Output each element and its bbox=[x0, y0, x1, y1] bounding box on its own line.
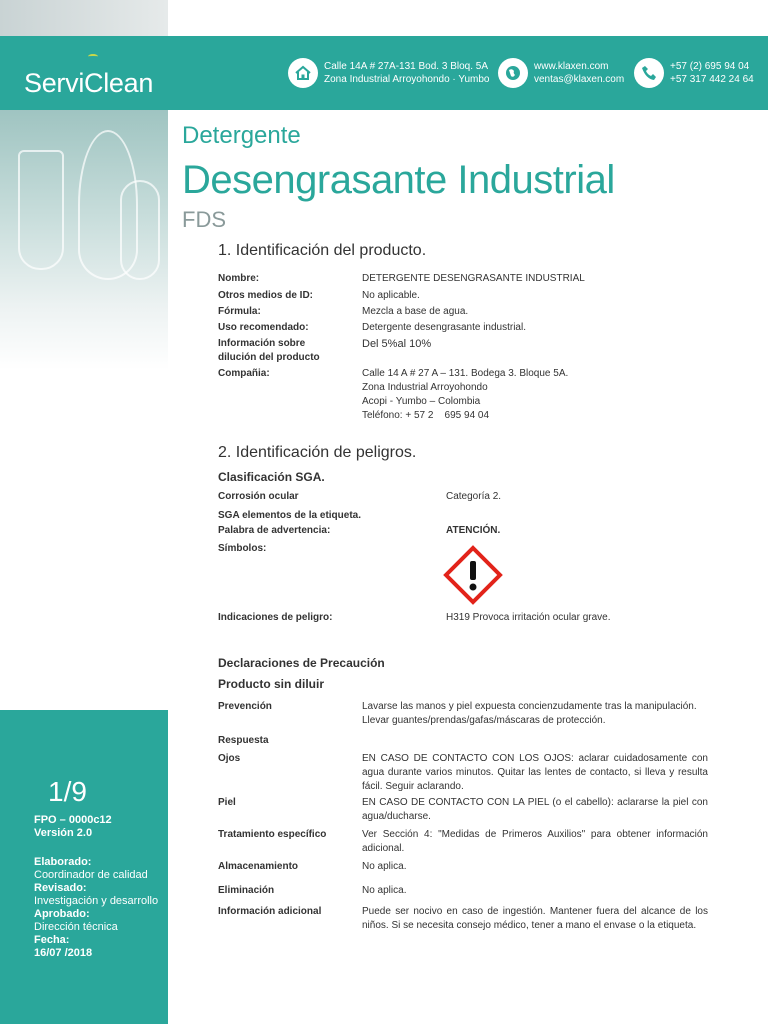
uso-label: Uso recomendado: bbox=[218, 322, 309, 333]
document-control-box bbox=[0, 710, 168, 1024]
piel-label: Piel bbox=[218, 797, 236, 808]
page-number: 1/9 bbox=[48, 776, 87, 807]
piel-value: EN CASO DE CONTACTO CON LA PIEL (o el cabello): aclararse la piel con agua/ducharse. bbox=[362, 797, 708, 822]
almacenamiento-value: No aplica. bbox=[362, 861, 407, 872]
logo-leaf-mark bbox=[88, 54, 98, 59]
respuesta-label: Respuesta bbox=[218, 735, 269, 746]
globe-icon bbox=[498, 58, 528, 88]
aprobado-label: Aprobado: bbox=[34, 908, 90, 920]
compania-line-3: Acopi - Yumbo – Colombia bbox=[362, 396, 481, 407]
phone-line-2: +57 317 442 24 64 bbox=[670, 74, 754, 85]
simbolos-label: Símbolos: bbox=[218, 543, 267, 554]
dilucion-label-line-2: dilución del producto bbox=[218, 352, 320, 363]
product-category: Detergente bbox=[182, 122, 301, 149]
corrosion-value: Categoría 2. bbox=[446, 491, 502, 502]
lab-glassware-photo bbox=[0, 110, 168, 310]
home-icon bbox=[288, 58, 318, 88]
product-title: Desengrasante Industrial bbox=[182, 158, 615, 202]
address-line-1: Calle 14A # 27A-131 Bod. 3 Bloq. 5A bbox=[324, 61, 489, 72]
otros-id-value: No aplicable. bbox=[362, 290, 420, 301]
revisado-label: Revisado: bbox=[34, 882, 87, 894]
precautions-subheading: Producto sin diluir bbox=[218, 677, 325, 691]
ojos-label: Ojos bbox=[218, 753, 241, 764]
palabra-advertencia-value: ATENCIÓN. bbox=[446, 525, 501, 536]
document-code: FPO – 0000c12 bbox=[34, 814, 112, 826]
phone-icon bbox=[634, 58, 664, 88]
website-link[interactable]: www.klaxen.com bbox=[534, 61, 609, 72]
email-link[interactable]: ventas@klaxen.com bbox=[534, 74, 625, 85]
revisado-value: Investigación y desarrollo bbox=[34, 895, 159, 907]
info-adicional-label: Información adicional bbox=[218, 906, 322, 917]
eliminacion-value: No aplica. bbox=[362, 885, 407, 896]
lab-photo-fade bbox=[0, 310, 168, 370]
dilucion-label-line-1: Información sobre bbox=[218, 338, 306, 349]
tratamiento-value: Ver Sección 4: "Medidas de Primeros Auxilios" para obtener información adicional. bbox=[362, 829, 708, 854]
ojos-value: EN CASO DE CONTACTO CON LOS OJOS: aclarar cuidadosamente con agua durante varios minutos. Quitar las lentes de contacto, si lleva y resulta fácil. Seguir aclarando. bbox=[362, 753, 708, 792]
prevencion-line-2: Llevar guantes/prendas/gafas/máscaras de protección. bbox=[362, 715, 606, 726]
indicaciones-value: H319 Provoca irritación ocular grave. bbox=[446, 612, 611, 623]
header-band bbox=[0, 36, 768, 110]
indicaciones-label: Indicaciones de peligro: bbox=[218, 612, 333, 623]
tratamiento-label: Tratamiento específico bbox=[218, 829, 327, 840]
sga-elementos-label: SGA elementos de la etiqueta. bbox=[218, 510, 362, 521]
exclamation-mark-pictogram-icon bbox=[443, 545, 503, 605]
corrosion-label: Corrosión ocular bbox=[218, 491, 299, 502]
compania-label: Compañia: bbox=[218, 368, 270, 379]
compania-line-2: Zona Industrial Arroyohondo bbox=[362, 382, 488, 393]
address-line-2: Zona Industrial Arroyohondo · Yumbo bbox=[324, 74, 490, 85]
otros-id-label: Otros medios de ID: bbox=[218, 290, 314, 301]
section-1-heading: 1. Identificación del producto. bbox=[218, 242, 427, 259]
compania-line-1: Calle 14 A # 27 A – 131. Bodega 3. Bloque 5A. bbox=[362, 368, 569, 379]
uso-value: Detergente desengrasante industrial. bbox=[362, 322, 526, 333]
prevencion-line-1: Lavarse las manos y piel expuesta concienzudamente tras la manipulación. bbox=[362, 701, 697, 712]
phone-block bbox=[634, 36, 754, 110]
compania-line-4: Teléfono: + 57 2 695 94 04 bbox=[362, 410, 490, 421]
elaborado-label: Elaborado: bbox=[34, 856, 92, 868]
fecha-label: Fecha: bbox=[34, 934, 70, 946]
clasificacion-sga-heading: Clasificación SGA. bbox=[218, 470, 325, 484]
brand-logo: ServiClean bbox=[24, 68, 154, 98]
nombre-label: Nombre: bbox=[218, 273, 260, 284]
dilucion-value: Del 5%al 10% bbox=[362, 338, 432, 350]
eliminacion-label: Eliminación bbox=[218, 885, 275, 896]
fecha-value: 16/07 /2018 bbox=[34, 947, 93, 959]
elaborado-value: Coordinador de calidad bbox=[34, 869, 148, 881]
section-2-heading: 2. Identificación de peligros. bbox=[218, 444, 417, 461]
info-adicional-value: Puede ser nocivo en caso de ingestión. Mantener fuera del alcance de los niños. Si se necesita consejo médico, tener a mano el envase o la etiqueta. bbox=[362, 906, 708, 931]
formula-value: Mezcla a base de agua. bbox=[362, 306, 469, 317]
document-version: Versión 2.0 bbox=[34, 827, 93, 839]
header-photo-strip bbox=[0, 0, 168, 36]
web-block bbox=[498, 36, 624, 110]
nombre-value: DETERGENTE DESENGRASANTE INDUSTRIAL bbox=[362, 273, 585, 284]
palabra-advertencia-label: Palabra de advertencia: bbox=[218, 525, 331, 536]
formula-label: Fórmula: bbox=[218, 306, 261, 317]
almacenamiento-label: Almacenamiento bbox=[218, 861, 299, 872]
phone-line-1: +57 (2) 695 94 04 bbox=[670, 61, 750, 72]
address-block bbox=[288, 36, 489, 110]
precautions-heading: Declaraciones de Precaución bbox=[218, 656, 385, 670]
aprobado-value: Dirección técnica bbox=[34, 921, 118, 933]
prevencion-label: Prevención bbox=[218, 701, 272, 712]
document-type: FDS bbox=[182, 207, 226, 232]
